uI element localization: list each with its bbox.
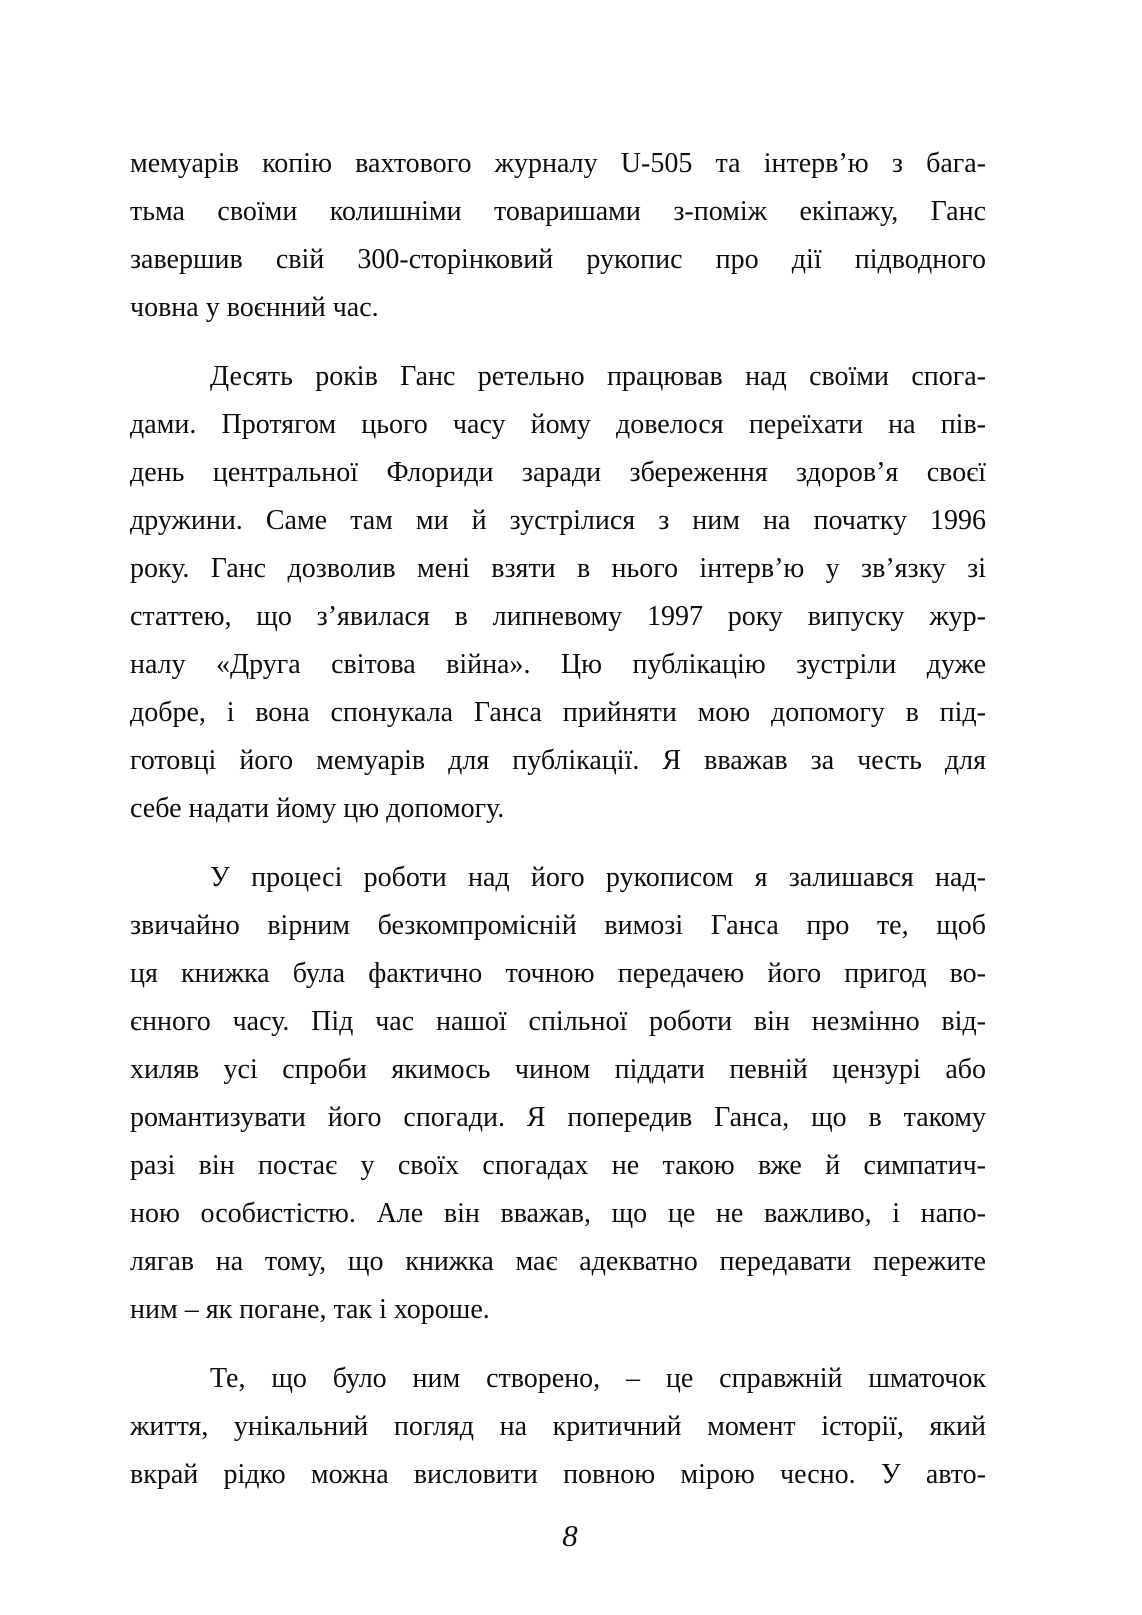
text-line: себе надати йому цю допомогу. [130, 793, 505, 824]
text-line: добре, і вона спонукала Ганса прийняти мою допомогу в під- [130, 697, 986, 728]
text-line: ця книжка була фактично точною передачею його пригод во- [130, 958, 986, 989]
text-line: мемуарів копію вахтового журналу U-505 та інтерв’ю з бага- [130, 148, 986, 179]
text-line: готовці його мемуарів для публікації. Я вважав за честь для [130, 745, 986, 776]
text-line: дами. Протягом цього часу йому довелося переїхати на пів- [130, 409, 986, 440]
text-line: романтизувати його спогади. Я попередив Ганса, що в такому [130, 1102, 986, 1133]
text-line: року. Ганс дозволив мені взяти в нього інтерв’ю у зв’язку зі [130, 553, 986, 584]
text-line: разі він постає у своїх спогадах не такою вже й симпатич- [130, 1150, 986, 1181]
text-line: день центральної Флориди заради збереження здоров’я своєї [130, 457, 986, 488]
text-line: ним – як погане, так і хороше. [130, 1294, 490, 1325]
text-line: Десять років Ганс ретельно працював над своїми спога- [210, 361, 986, 392]
text-line: хиляв усі спроби якимось чином піддати певній цензурі або [130, 1054, 986, 1085]
text-line: тьма своїми колишніми товаришами з-поміж екіпажу, Ганс [130, 196, 986, 227]
page-number: 8 [562, 1518, 578, 1553]
paragraph [130, 140, 986, 332]
text-line: вкрай рідко можна висловити повною мірою чесно. У авто- [130, 1459, 986, 1490]
text-line: ною особистістю. Але він вважав, що це не важливо, і напо- [130, 1198, 986, 1229]
text-line: життя, унікальний погляд на критичний момент історії, який [130, 1411, 986, 1442]
text-line: завершив свій 300-сторінковий рукопис про дії підводного [130, 244, 986, 275]
text-line: дружини. Саме там ми й зустрілися з ним на початку 1996 [130, 505, 986, 536]
text-line: статтею, що з’явилася в липневому 1997 року випуску жур- [130, 601, 986, 632]
text-line: налу «Друга світова війна». Цю публікацію зустріли дуже [130, 649, 986, 680]
text-line: єнного часу. Під час нашої спільної роботи він незмінно від- [130, 1006, 986, 1037]
text-line: човна у воєнний час. [130, 292, 379, 323]
text-line: Те, що було ним створено, – це справжній шматочок [210, 1363, 986, 1394]
paragraph [130, 1355, 986, 1499]
paragraph [130, 854, 986, 1334]
text-line: звичайно вірним безкомпромісній вимозі Ганса про те, щоб [130, 910, 986, 941]
text-block [130, 140, 986, 1520]
paragraph [130, 353, 986, 833]
text-line: У процесі роботи над його рукописом я залишався над- [210, 862, 986, 893]
text-line: лягав на тому, що книжка має адекватно передавати пережите [130, 1246, 986, 1277]
